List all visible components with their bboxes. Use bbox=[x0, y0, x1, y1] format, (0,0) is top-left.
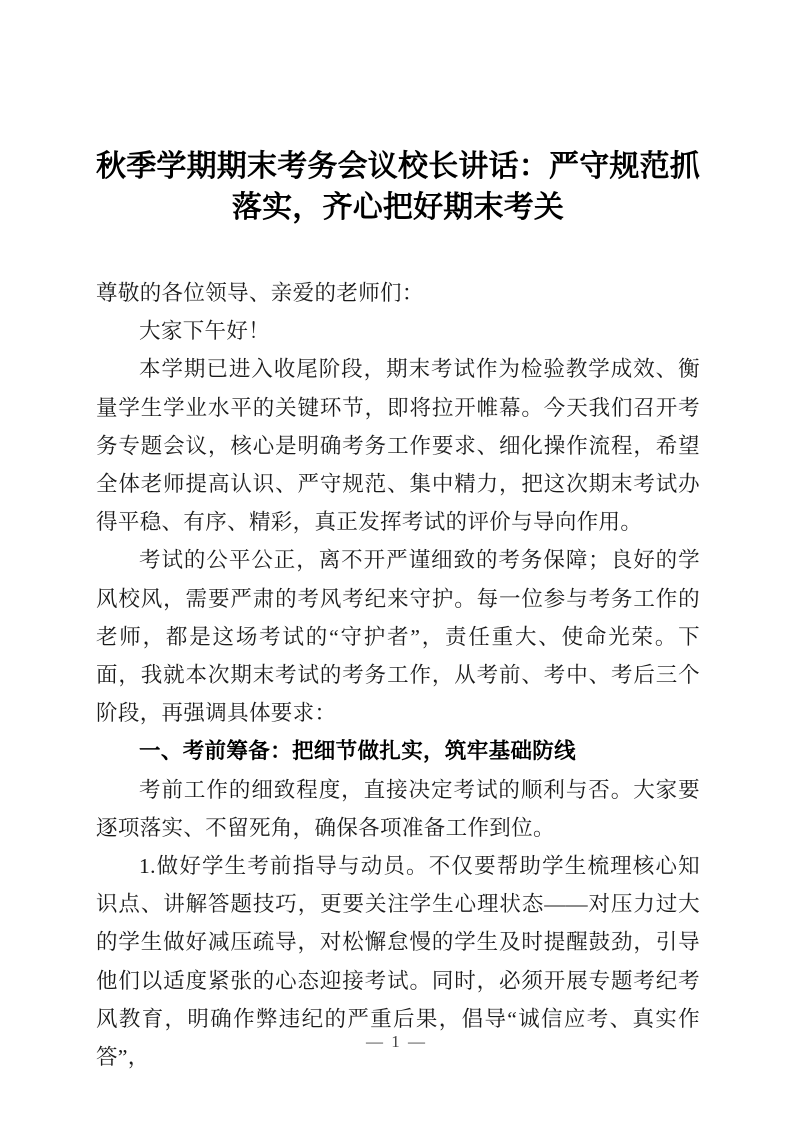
paragraph-fairness: 考试的公平公正，离不开严谨细致的考务保障；良好的学风校风，需要严肃的考风考纪来守护。每一位参与考务工作的老师，都是这场考试的“守护者”，责任重大、使命光荣。下面，我就本次期末考试的考务工作，从考前、考中、考后三个阶段，再强调具体要求： bbox=[96, 548, 700, 726]
paragraph-prep-intro: 考前工作的细致程度，直接决定考试的顺利与否。大家要逐项落实、不留死角，确保各项准备工作到位。 bbox=[96, 777, 700, 840]
paragraph-greeting: 大家下午好！ bbox=[139, 319, 271, 344]
page-title: 秋季学期期末考务会议校长讲话：严守规范抓落实，齐心把好期末考关 bbox=[96, 150, 700, 224]
paragraph-opening: 本学期已进入收尾阶段，期末考试作为检验教学成效、衡量学生学业水平的关键环节，即将拉开帷幕。今天我们召开考务专题会议，核心是明确考务工作要求、细化操作流程，希望全体老师提高认识、严守规范、集中精力，把这次期末考试办得平稳、有序、精彩，真正发挥考试的评价与导向作用。 bbox=[96, 357, 700, 535]
section-heading-one: 一、考前筹备：把细节做扎实，筑牢基础防线 bbox=[139, 739, 577, 764]
page-number-footer: — 1 — bbox=[366, 1032, 427, 1051]
document-body bbox=[96, 0, 700, 1076]
paragraph-prep-item-1: 1.做好学生考前指导与动员。不仅要帮助学生梳理核心知识点、讲解答题技巧，更要关注学生心理状态——对压力过大的学生做好减压疏导，对松懈怠慢的学生及时提醒鼓劲，引导他们以适度紧张的心态迎接考试。同时，必须开展专题考纪考风教育，明确作弊违纪的严重后果，倡导“诚信应考、真实作答”， bbox=[96, 854, 700, 1070]
paragraph-salutation: 尊敬的各位领导、亲爱的老师们： bbox=[96, 281, 424, 305]
